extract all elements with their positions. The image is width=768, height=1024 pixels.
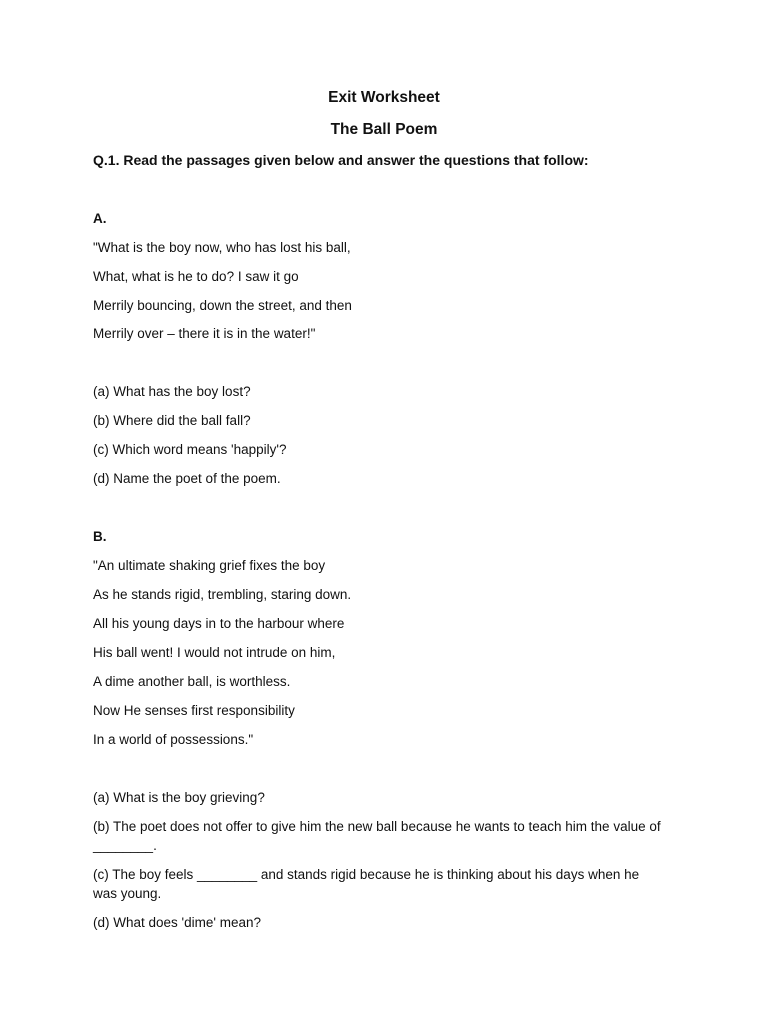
passage-line: Merrily over – there it is in the water!" (93, 326, 316, 341)
passage-line: A dime another ball, is worthless. (93, 674, 291, 689)
question-item: (c) Which word means 'happily'? (93, 442, 287, 457)
poem-title: The Ball Poem (330, 121, 438, 138)
passage-line: Now He senses first responsibility (93, 703, 295, 718)
question-instruction: Q.1. Read the passages given below and answer the questions that follow: (93, 152, 589, 168)
section-b-label: B. (93, 529, 107, 544)
passage-line: "What is the boy now, who has lost his ball, (93, 240, 351, 255)
passage-line: Merrily bouncing, down the street, and then (93, 298, 352, 313)
passage-line: "An ultimate shaking grief fixes the boy (93, 558, 326, 573)
worksheet-title: Exit Worksheet (328, 89, 440, 106)
question-item: (b) The poet does not offer to give him the new ball because he wants to teach him the value of ________. (93, 819, 661, 853)
question-item: (b) Where did the ball fall? (93, 413, 251, 428)
passage-line: All his young days in to the harbour where (93, 616, 345, 631)
passage-line: As he stands rigid, trembling, staring down. (93, 587, 352, 602)
passage-line: In a world of possessions." (93, 732, 254, 747)
question-item: (d) Name the poet of the poem. (93, 471, 281, 486)
question-item: (a) What has the boy lost? (93, 384, 251, 399)
question-item: (a) What is the boy grieving? (93, 790, 265, 805)
passage-line: His ball went! I would not intrude on him, (93, 645, 336, 660)
section-a-label: A. (93, 211, 107, 226)
passage-line: What, what is he to do? I saw it go (93, 269, 299, 284)
question-item: (c) The boy feels ________ and stands rigid because he is thinking about his days when he was young. (93, 867, 640, 901)
question-item: (d) What does 'dime' mean? (93, 915, 261, 930)
